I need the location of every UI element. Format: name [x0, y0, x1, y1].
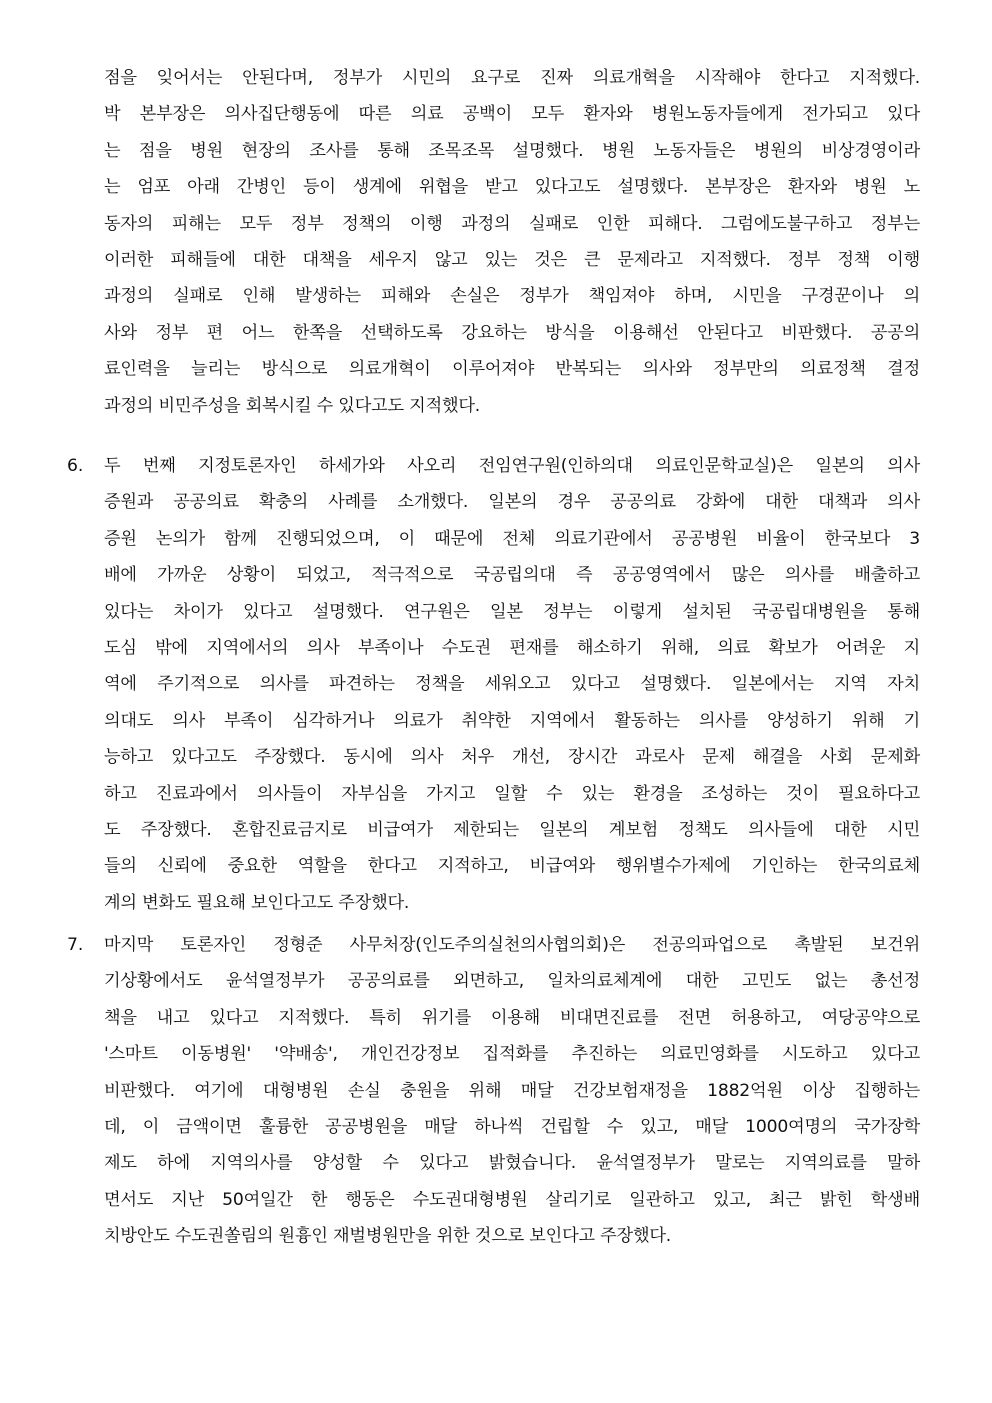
list-item-6 — [104, 448, 920, 921]
item-number: 6. — [67, 456, 84, 476]
text-line: 기상황에서도 윤석열정부가 공공의료를 외면하고, 일차의료체계에 대한 고민도 없는 총선정 — [104, 971, 920, 992]
text-line: 도 주장했다. 혼합진료금지로 비급여가 제한되는 일본의 계보험 정책도 의사들에 대한 시민 — [104, 819, 920, 840]
text-line: 있다는 차이가 있다고 설명했다. 연구원은 일본 정부는 이렇게 설치된 국공립대병원을 통해 — [104, 601, 920, 622]
text-line: 비판했다. 여기에 대형병원 손실 충원을 위해 매달 건강보험재정을 1882억원 이상 집행하는 — [104, 1080, 920, 1101]
text-line: 제도 하에 지역의사를 양성할 수 있다고 밝혔습니다. 윤석열정부가 말로는 지역의료를 말하 — [104, 1153, 920, 1174]
text-line: 박 본부장은 의사집단행동에 따른 의료 공백이 모두 환자와 병원노동자들에게 전가되고 있다 — [104, 104, 920, 125]
text-line: 는 엄포 아래 간병인 등이 생계에 위협을 받고 있다고도 설명했다. 본부장은 환자와 병원 노 — [104, 177, 920, 198]
text-line: 증원 논의가 함께 진행되었으며, 이 때문에 전체 의료기관에서 공공병원 비율이 한국보다 3 — [104, 528, 920, 549]
text-line: 사와 정부 편 어느 한쪽을 선택하도록 강요하는 방식을 이용해선 안된다고 비판했다. 공공의 — [104, 322, 920, 343]
text-line: 능하고 있다고도 주장했다. 동시에 의사 처우 개선, 장시간 과로사 문제 해결을 사회 문제화 — [104, 747, 920, 768]
text-line: 마지막 토론자인 정형준 사무처장(인도주의실천의사협의회)은 전공의파업으로 촉발된 보건위 — [104, 935, 920, 955]
text-line: 이러한 피해들에 대한 대책을 세우지 않고 있는 것은 큰 문제라고 지적했다. 정부 정책 이행 — [104, 249, 920, 270]
text-line: 계의 변화도 필요해 보인다고도 주장했다. — [104, 892, 410, 913]
text-line: 증원과 공공의료 확충의 사례를 소개했다. 일본의 경우 공공의료 강화에 대한 대책과 의사 — [104, 492, 920, 513]
text-line: 과정의 비민주성을 회복시킬 수 있다고도 지적했다. — [104, 395, 481, 416]
item-number: 7. — [67, 935, 84, 955]
text-line: 는 점을 병원 현장의 조사를 통해 조목조목 설명했다. 병원 노동자들은 병원의 비상경영이라 — [104, 140, 920, 161]
text-line: 들의 신뢰에 중요한 역할을 한다고 지적하고, 비급여와 행위별수가제에 기인하는 한국의료체 — [104, 856, 920, 877]
text-line: 두 번째 지정토론자인 하세가와 사오리 전임연구원(인하의대 의료인문학교실)은 일본의 의사 — [104, 456, 920, 476]
text-line: 동자의 피해는 모두 정부 정책의 이행 과정의 실패로 인한 피해다. 그럼에도불구하고 정부는 — [104, 213, 920, 234]
text-line: 도심 밖에 지역에서의 의사 부족이나 수도권 편재를 해소하기 위해, 의료 확보가 어려운 지 — [104, 637, 920, 658]
paragraph-continued — [104, 60, 920, 424]
text-line: 점을 잊어서는 안된다며, 정부가 시민의 요구로 진짜 의료개혁을 시작해야 한다고 지적했다. — [104, 68, 920, 88]
text-line: 역에 주기적으로 의사를 파견하는 정책을 세워오고 있다고 설명했다. 일본에서는 지역 자치 — [104, 674, 920, 695]
list-item-7 — [104, 927, 920, 1255]
text-line: 과정의 실패로 인해 발생하는 피해와 손실은 정부가 책임져야 하며, 시민을 구경꾼이나 의 — [104, 286, 920, 307]
text-line: 책을 내고 있다고 지적했다. 특히 위기를 이용해 비대면진료를 전면 허용하고, 여당공약으로 — [104, 1007, 920, 1028]
text-line: 데, 이 금액이면 훌륭한 공공병원을 매달 하나씩 건립할 수 있고, 매달 1000여명의 국가장학 — [104, 1116, 920, 1137]
text-line: 하고 진료과에서 의사들이 자부심을 가지고 일할 수 있는 환경을 조성하는 것이 필요하다고 — [104, 783, 920, 804]
text-line: '스마트 이동병원' '약배송', 개인건강정보 집적화를 추진하는 의료민영화를 시도하고 있다고 — [104, 1044, 920, 1065]
text-line: 배에 가까운 상황이 되었고, 적극적으로 국공립의대 즉 공공영역에서 많은 의사를 배출하고 — [104, 565, 920, 586]
text-line: 의대도 의사 부족이 심각하거나 의료가 취약한 지역에서 활동하는 의사를 양성하기 위해 기 — [104, 710, 920, 731]
text-line: 료인력을 늘리는 방식으로 의료개혁이 이루어져야 반복되는 의사와 정부만의 의료정책 결정 — [104, 359, 920, 380]
text-line: 면서도 지난 50여일간 한 행동은 수도권대형병원 살리기로 일관하고 있고, 최근 밝힌 학생배 — [104, 1189, 920, 1210]
text-line: 치방안도 수도권쏠림의 원흉인 재벌병원만을 위한 것으로 보인다고 주장했다. — [104, 1226, 672, 1247]
